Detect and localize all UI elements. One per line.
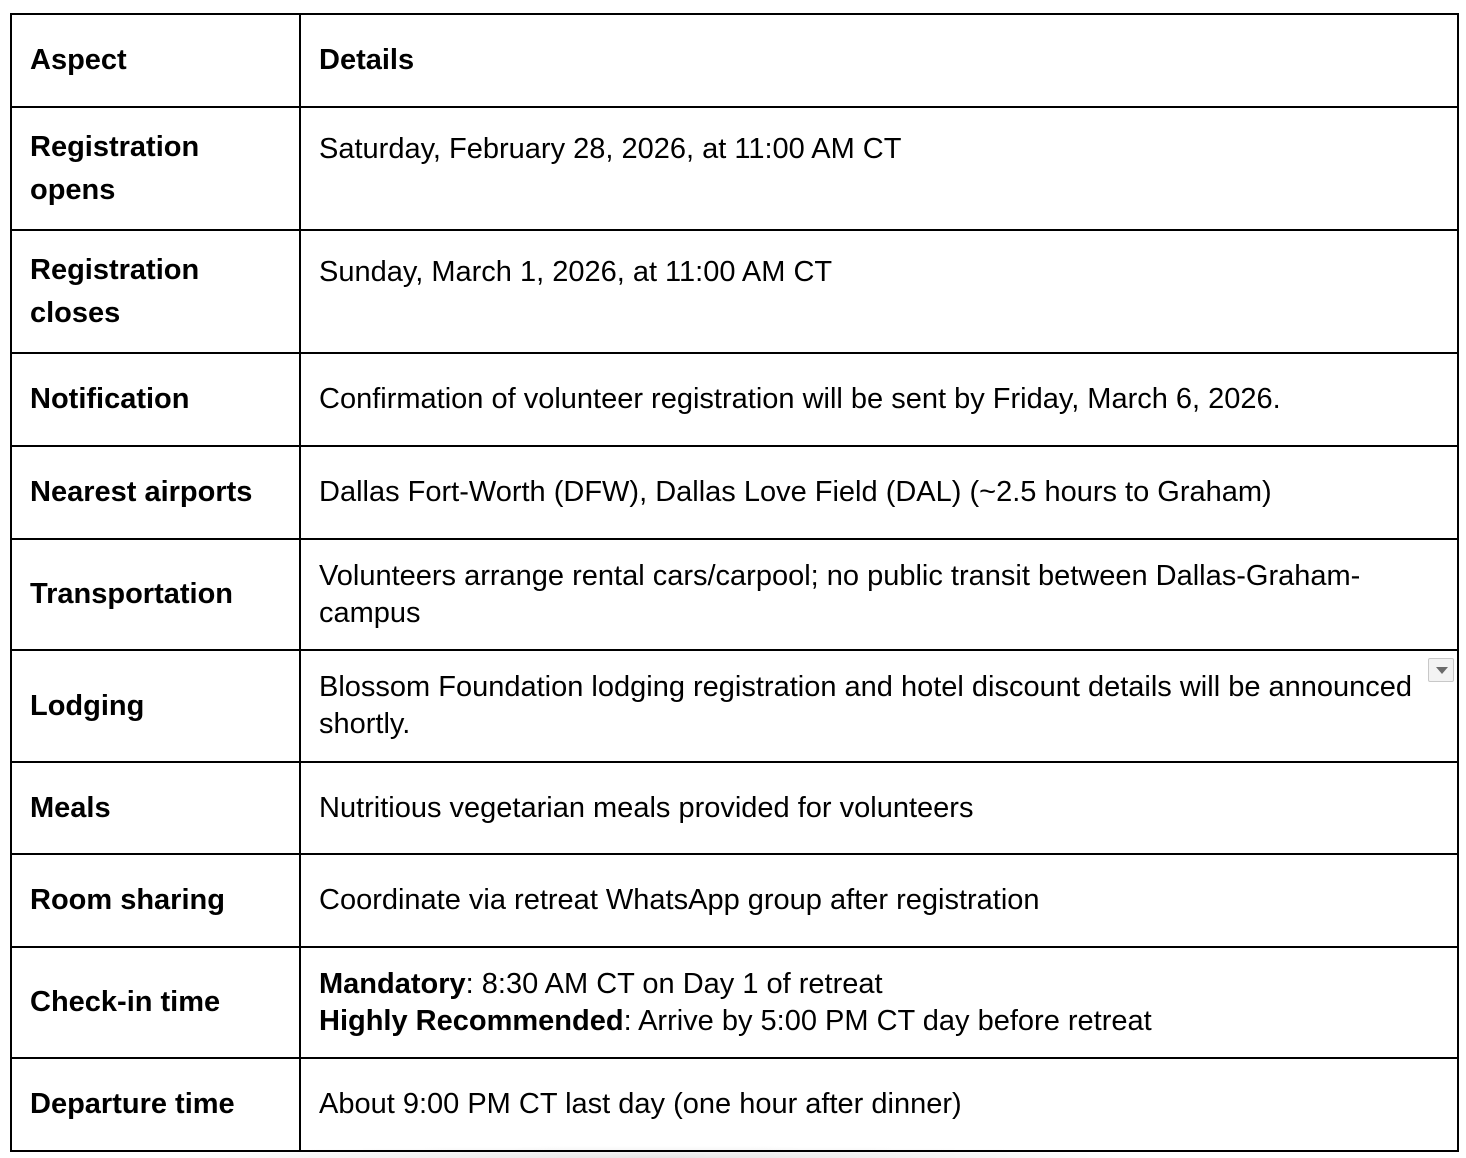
row-details: Sunday, March 1, 2026, at 11:00 AM CT — [300, 230, 1458, 353]
cell-dropdown-button[interactable] — [1428, 658, 1454, 682]
row-aspect: Registration closes — [11, 230, 300, 353]
checkin-text: : 8:30 AM CT on Day 1 of retreat — [465, 967, 883, 1000]
row-details: Nutritious vegetarian meals provided for volunteers — [300, 762, 1458, 854]
row-details — [300, 947, 1458, 1058]
row-aspect: Check-in time — [11, 947, 300, 1058]
row-aspect: Registration opens — [11, 107, 300, 230]
table-header-row — [11, 14, 1458, 107]
row-details: Confirmation of volunteer registration will be sent by Friday, March 6, 2026. — [300, 353, 1458, 446]
row-details: About 9:00 PM CT last day (one hour after dinner) — [300, 1058, 1458, 1151]
checkin-label: Highly Recommended — [319, 1004, 624, 1037]
table-row — [11, 107, 1458, 230]
row-aspect: Meals — [11, 762, 300, 854]
header-aspect: Aspect — [11, 14, 300, 107]
row-aspect: Transportation — [11, 539, 300, 650]
checkin-label: Mandatory — [319, 967, 466, 1000]
checkin-line — [319, 966, 1441, 1003]
table-row — [11, 446, 1458, 539]
checkin-line — [319, 1003, 1441, 1040]
logistics-table — [10, 13, 1459, 1152]
table-row — [11, 947, 1458, 1058]
table-row — [11, 762, 1458, 854]
row-details: Volunteers arrange rental cars/carpool; no public transit between Dallas-Graham-campus — [300, 539, 1458, 650]
row-aspect: Notification — [11, 353, 300, 446]
table-row — [11, 230, 1458, 353]
row-aspect: Lodging — [11, 650, 300, 762]
row-details-text: Blossom Foundation lodging registration and hotel discount details will be announced shortly. — [319, 671, 1413, 740]
row-details: Saturday, February 28, 2026, at 11:00 AM CT — [300, 107, 1458, 230]
row-aspect: Departure time — [11, 1058, 300, 1151]
checkin-text: : Arrive by 5:00 PM CT day before retreat — [623, 1004, 1152, 1037]
row-aspect: Room sharing — [11, 854, 300, 947]
row-details — [300, 650, 1458, 762]
table-row — [11, 353, 1458, 446]
row-aspect: Nearest airports — [11, 446, 300, 539]
header-details: Details — [300, 14, 1458, 107]
row-details: Dallas Fort-Worth (DFW), Dallas Love Field (DAL) (~2.5 hours to Graham) — [300, 446, 1458, 539]
table-row — [11, 1058, 1458, 1151]
table-row — [11, 650, 1458, 762]
table-row — [11, 854, 1458, 947]
row-details: Coordinate via retreat WhatsApp group after registration — [300, 854, 1458, 947]
table-row — [11, 539, 1458, 650]
